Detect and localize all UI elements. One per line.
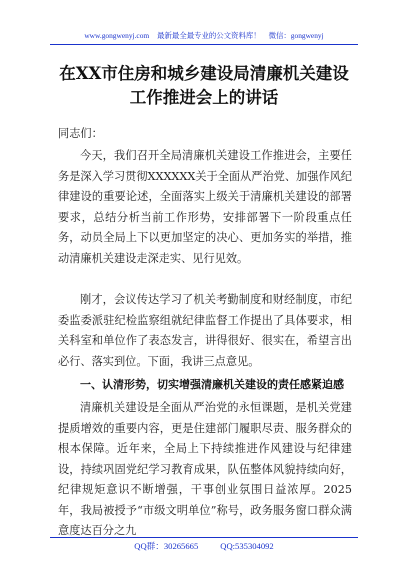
paragraph-section-1: 清廉机关建设是全面从严治党的永恒课题，是机关党建提质增效的重要内容，更是住建部门履职尽责、服务群众的根本保障。近年来，全局上下持续推进作风建设与纪律建设，持续巩固党纪学习教育成果，队伍整体风貌持续向好，纪律规矩意识不断增强，干事创业氛围日益浓厚。2025年，我局被授予“市级文明单位”称号，政务服务窗口群众满意度达百分之九 <box>58 401 352 537</box>
section-heading-1: 一、认清形势，切实增强清廉机关建设的责任感紧迫感 <box>80 378 344 391</box>
header-website[interactable]: www.gongwenyj.com <box>84 31 150 40</box>
footer-qq-group: QQ群：30265665 <box>134 541 199 551</box>
salutation: 同志们： <box>58 127 103 140</box>
footer-divider <box>50 537 358 538</box>
title-line-2: 工作推进会上的讲话 <box>129 88 279 107</box>
header-divider <box>50 44 358 45</box>
header-wechat: 微信：gongwenyj <box>268 31 324 40</box>
paragraph-intro: 今天，我们召开全局清廉机关建设工作推进会，主要任务是深入学习贯彻XXXXXX关于全面从严治党、加强作风纪律建设的重要论述，全面落实上级关于清廉机关建设的部署要求，总结分析当前工作形势，安排部署下一阶段重点任务，动员全局上下以更加坚定的决心、更加务实的举措，推动清廉机关建设走深走实、见行见效。 <box>58 149 352 265</box>
paragraph-agenda: 刚才，会议传达学习了机关考勤制度和财经制度，市纪委监委派驻纪检监察组就纪律监督工作提出了具体要求，相关科室和单位作了表态发言，讲得很好、很实在，希望言出必行、落实到位。下面，我讲三点意见。 <box>58 293 352 368</box>
page-footer <box>0 540 408 552</box>
title-line-1: 在XX市住房和城乡建设局清廉机关建设 <box>59 64 349 83</box>
document-title <box>30 62 378 110</box>
header-slogan: 最新最全最专业的公文资料库！ <box>157 31 261 40</box>
footer-qq-contact: QQ:535304092 <box>220 541 274 551</box>
page-header <box>0 30 408 41</box>
